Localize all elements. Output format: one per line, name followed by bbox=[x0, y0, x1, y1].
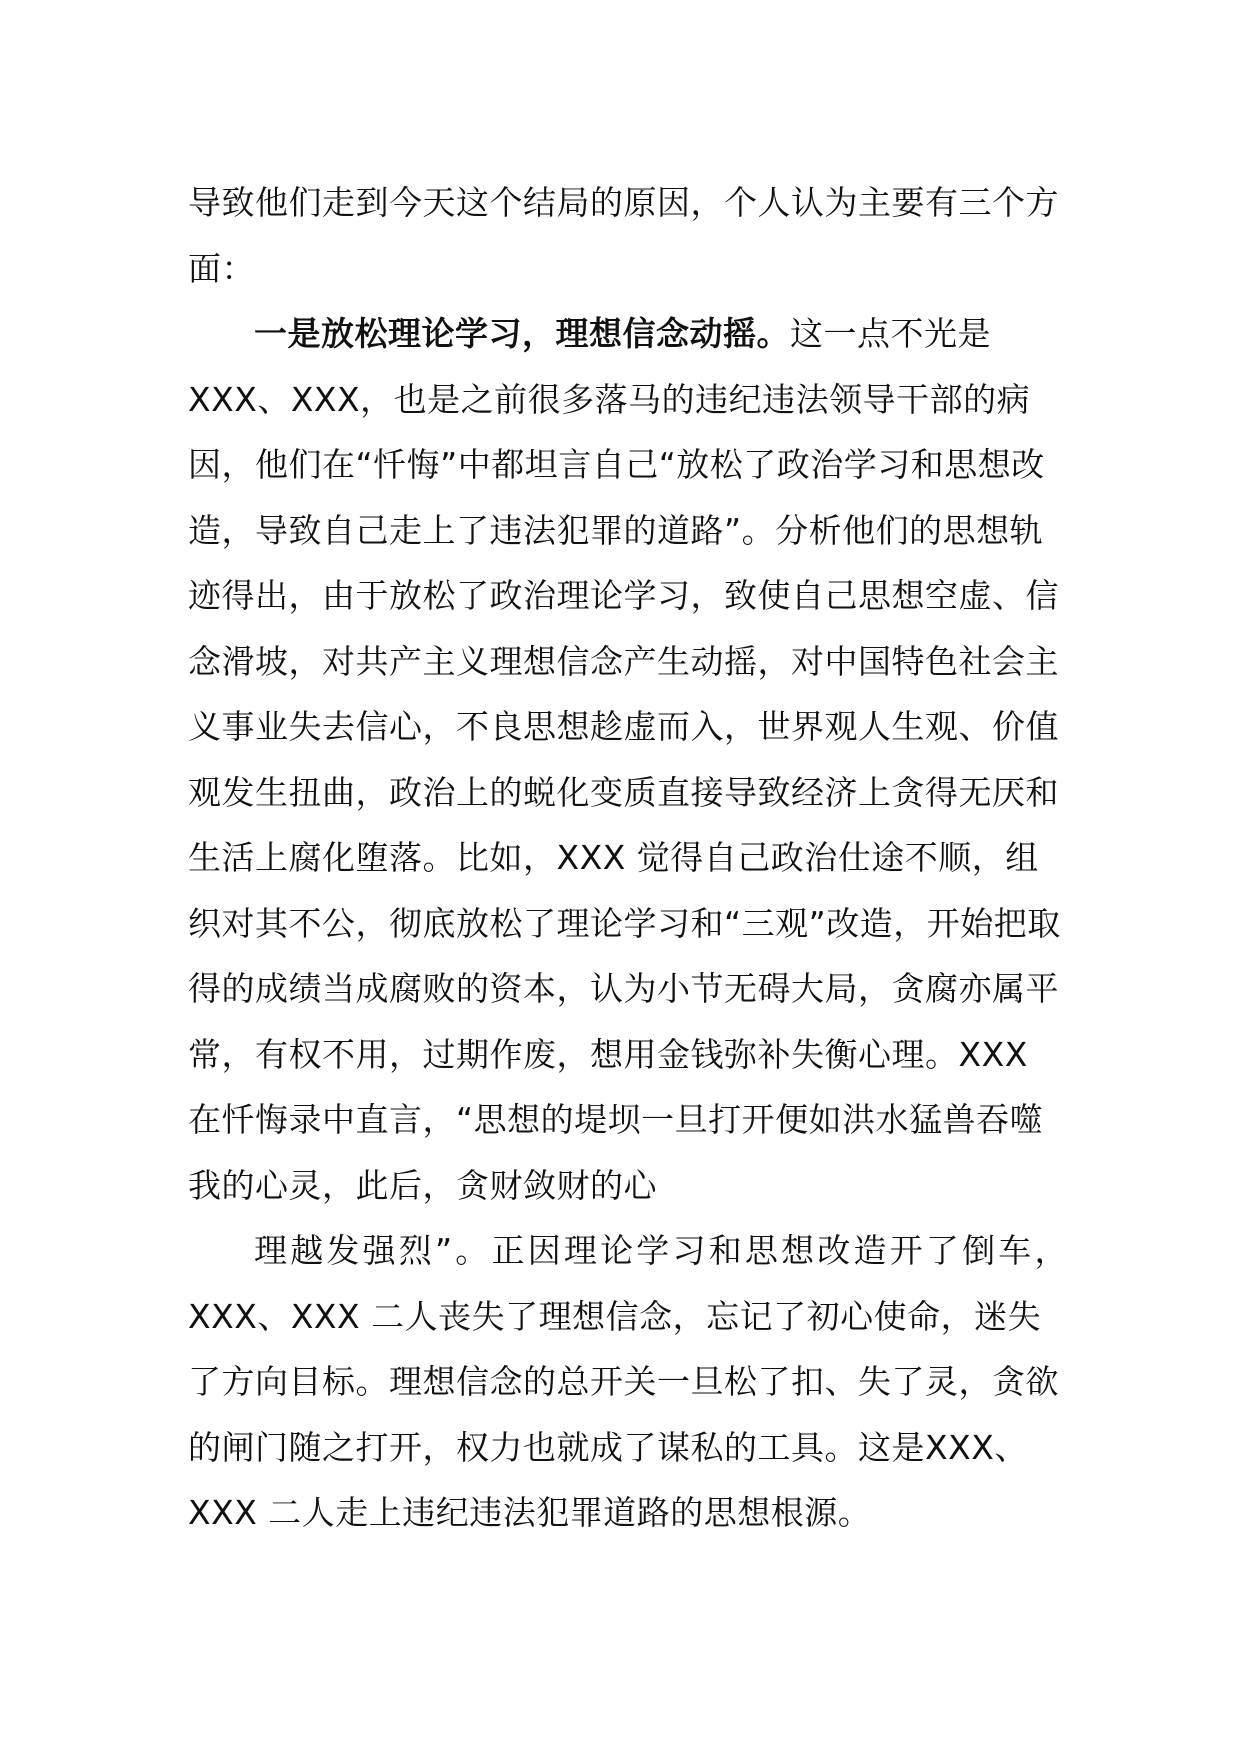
point-one-heading: 一是放松理论学习，理想信念动摇。 bbox=[254, 314, 790, 353]
intro-paragraph: 导致他们走到今天这个结局的原因，个人认为主要有三个方面： bbox=[188, 183, 1059, 288]
point-one-justified-line: 理越发强烈”。正因理论学习和思想改造开了倒车， bbox=[254, 1231, 1068, 1270]
point-one-paragraph bbox=[188, 301, 1068, 1546]
point-one-body-part2: XXX、XXX 二人丧失了理想信念，忘记了初心使命，迷失了方向目标。理想信念的总开关一旦松了扣、失了灵，贪欲的闸门随之打开，权力也就成了谋私的工具。这是XXX、XXX 二人走上违纪违法犯罪道路的思想根源。 bbox=[188, 1296, 1059, 1532]
point-one-body-part1: 这一点不光是XXX、XXX，也是之前很多落马的违纪违法领导干部的病因，他们在“忏悔”中都坦言自己“放松了政治学习和思想改造，导致自己走上了违法犯罪的道路”。分析他们的思想轨迹得出，由于放松了政治理论学习，致使自己思想空虚、信念滑坡，对共产主义理想信念产生动摇，对中国特色社会主义事业失去信心，不良思想趁虚而入，世界观人生观、价值观发生扭曲，政治上的蜕化变质直接导致经济上贪得无厌和生活上腐化堕落。比如，XXX 觉得自己政治仕途不顺，组织对其不公，彻底放松了理论学习和“三观”改造，开始把取得的成绩当成腐败的资本，认为小节无碍大局，贪腐亦属平常，有权不用，过期作废，想用金钱弥补失衡心理。XXX 在忏悔录中直言，“思想的堤坝一旦打开便如洪水猛兽吞噬我的心灵，此后，贪财敛财的心 bbox=[188, 314, 1061, 1205]
document-body bbox=[188, 170, 1068, 1546]
